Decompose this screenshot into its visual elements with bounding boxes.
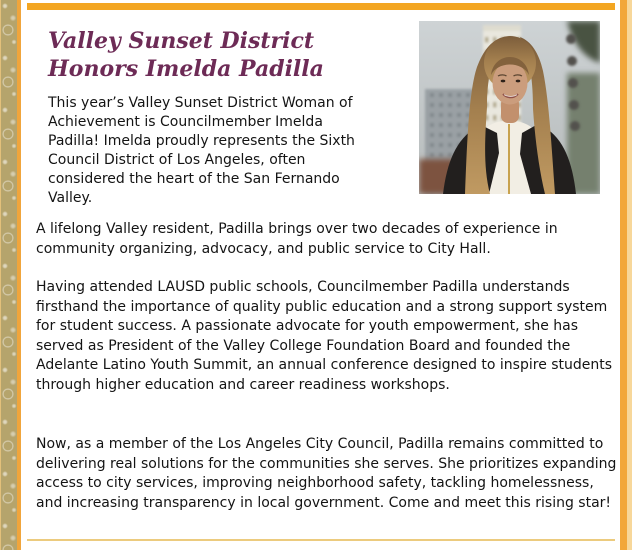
page-border-left	[0, 0, 21, 550]
left-gold-line	[17, 0, 21, 550]
top-rule	[27, 3, 615, 10]
portrait-illustration	[419, 21, 600, 194]
right-pale-band	[627, 0, 632, 550]
portrait-photo	[419, 21, 600, 194]
paragraph: Having attended LAUSD public schools, Councilmember Padilla understands firsthand the importance of quality public education and a strong support system for student success. A passionate advocate for youth empowerment, she has served as President of the Valley College Foundation Board and founded the Adelante Latino Youth Summit, an annual conference designed to inspire students through higher education and career readiness workshops.	[36, 279, 613, 393]
article-title: Valley Sunset District Honors Imelda Padilla	[48, 28, 324, 82]
article-header	[27, 10, 620, 208]
bottom-rule	[27, 539, 615, 541]
ornament-band	[1, 0, 17, 550]
paragraph: Now, as a member of the Los Angeles City Council, Padilla remains committed to delivering real solutions for the communities she serves. She prioritizes expanding access to city services, improving neighborhood safety, tackling homelessness, and increasing transparency in local government. Come and meet this rising star!	[36, 436, 617, 511]
article	[27, 10, 620, 532]
right-gold-band	[620, 0, 627, 550]
page-border-right	[620, 0, 635, 550]
article-body	[27, 208, 620, 513]
paragraph: A lifelong Valley resident, Padilla brings over two decades of experience in community organizing, advocacy, and public service to City Hall.	[36, 221, 558, 257]
intro-paragraph: This year’s Valley Sunset District Woman of Achievement is Councilmember Imelda Padilla! Imelda proudly represents the Sixth Council District of Los Angeles, often considered the heart of the San Fernando Valley.	[48, 95, 355, 206]
